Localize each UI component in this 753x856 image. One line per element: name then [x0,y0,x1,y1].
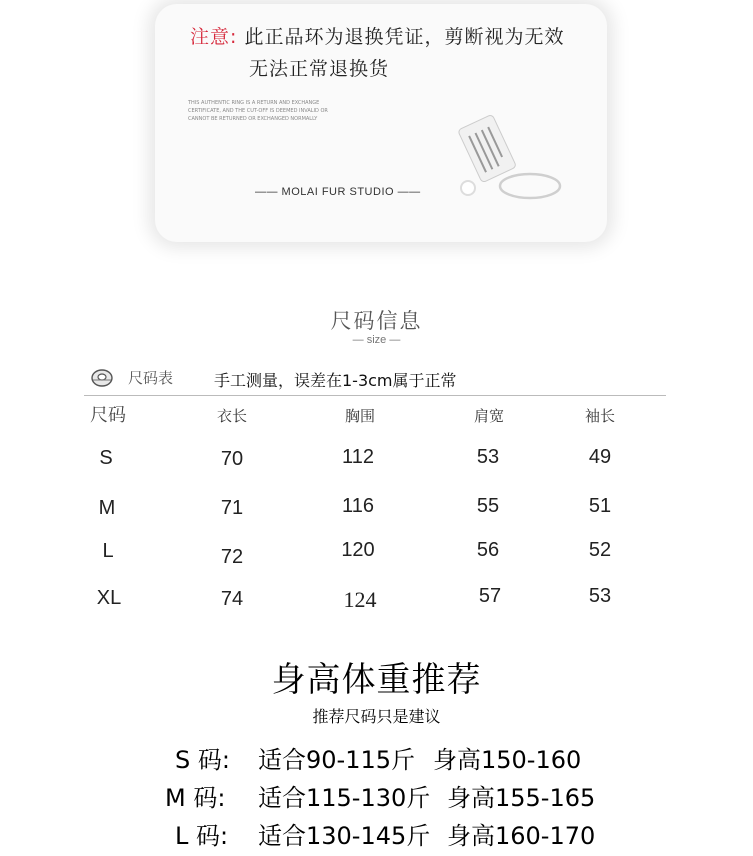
table-cell: L [102,540,114,562]
recommend-height: 身高150-160 [433,746,582,774]
recommend-height: 身高160-170 [447,822,596,850]
recommend-size: S 码: [175,746,230,774]
table-cell: S [99,447,113,469]
notice-text-2: 无法正常退换货 [249,58,390,80]
table-cell: 71 [220,497,244,519]
recommend-size: L 码: [175,822,229,850]
recommend-size: M 码: [165,784,226,812]
recommend-height: 身高155-165 [447,784,596,812]
table-cell: 72 [220,546,244,568]
table-cell: 57 [478,585,502,607]
divider [84,395,666,396]
table-cell: 49 [588,446,612,468]
header-shoulder: 肩宽 [473,407,505,425]
recommend-weight: 适合130-145斤 [258,822,431,850]
table-cell: 70 [220,448,244,470]
table-cell: 55 [476,495,500,517]
measure-note: 手工测量，误差在1-3cm属于正常 [214,371,457,390]
header-length: 衣长 [216,407,248,425]
notice-text-1: 此正品环为退换凭证，剪断视为无效 [244,26,565,48]
size-info-title: 尺码信息 [330,309,423,333]
recommend-weight: 适合90-115斤 [258,746,416,774]
table-cell: 112 [342,446,374,468]
header-sleeve: 袖长 [584,407,616,425]
notice-line-1 [190,22,564,49]
table-cell: 74 [220,588,244,610]
recommend-title: 身高体重推荐 [271,660,482,700]
notice-label: 注意: [190,26,238,48]
table-cell: 116 [342,495,374,517]
measuring-tape-icon [90,365,114,389]
table-cell: 120 [341,539,375,561]
studio-name: —— MOLAI FUR STUDIO —— [255,186,421,198]
size-chart-label: 尺码表 [128,369,174,387]
table-cell: 124 [343,587,377,612]
table-cell: M [98,497,116,519]
recommend-weight: 适合115-130斤 [258,784,431,812]
table-cell: 51 [588,495,612,517]
recommend-subtitle: 推荐尺码只是建议 [312,707,441,726]
size-info-subtitle: — size — [352,334,401,346]
table-cell: 52 [588,539,612,561]
table-cell: XL [96,587,122,609]
header-chest: 胸围 [344,407,376,425]
table-cell: 56 [476,539,500,561]
table-cell: 53 [476,446,500,468]
tag-ring-icon [452,108,562,208]
table-cell: 53 [588,585,612,607]
header-size: 尺码 [90,405,126,426]
fine-print: THIS AUTHENTIC RING IS A RETURN AND EXCHANGE CERTIFICATE, AND THE CUT-OFF IS DEEMED INVALID OR CANNOT BE RETURNED OR EXCHANGED NORMALLY [188,100,328,122]
